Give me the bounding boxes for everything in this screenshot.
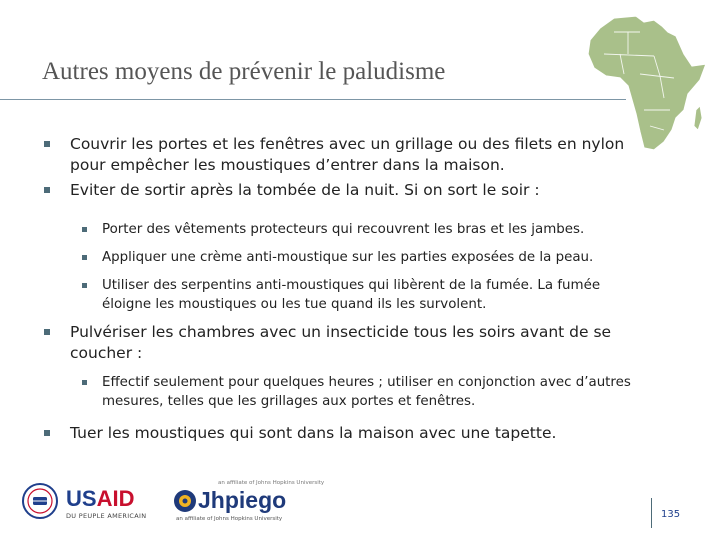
jhpiego-mark-icon [172, 488, 198, 514]
usaid-tagline: DU PEUPLE AMERICAIN [66, 512, 147, 520]
usaid-seal-icon [21, 482, 59, 520]
bullet-square-icon [44, 329, 50, 335]
bullet-square-icon [44, 187, 50, 193]
bullet-square-icon [82, 380, 87, 385]
bullet-line: mesures, telles que les grillages aux portes et fenêtres. [102, 394, 476, 409]
bullet-line: Effectif seulement pour quelques heures ; utiliser en conjonction avec d’autres [102, 375, 631, 390]
bullet-line: éloigne les moustiques ou les tue quand ils les survolent. [102, 297, 487, 312]
bullet-line: coucher : [70, 344, 143, 362]
bullet-item [70, 423, 640, 444]
slide-title: Autres moyens de prévenir le paludisme [42, 58, 446, 85]
bullet-line: Eviter de sortir après la tombée de la nuit. Si on sort le soir : [70, 181, 540, 199]
bullet-item [70, 180, 640, 201]
bullet-line: Couvrir les portes et les fenêtres avec un grillage ou des filets en nylon [70, 135, 625, 153]
usaid-wordmark: USAID [66, 486, 135, 511]
bullet-line: Appliquer une crème anti-moustique sur les parties exposées de la peau. [102, 250, 594, 265]
bullet-item [70, 322, 640, 364]
bullet-square-icon [44, 430, 50, 436]
bullet-line: Utiliser des serpentins anti-moustiques qui libèrent de la fumée. La fumée [102, 278, 601, 293]
bullet-line: Pulvériser les chambres avec un insecticide tous les soirs avant de se [70, 323, 612, 341]
bullet-square-icon [82, 227, 87, 232]
bullet-line: Porter des vêtements protecteurs qui recouvrent les bras et les jambes. [102, 222, 585, 237]
sub-bullet-item [102, 373, 640, 411]
bullet-item [70, 134, 640, 176]
page-number-rule [651, 498, 652, 528]
bullet-square-icon [82, 255, 87, 260]
bullet-line: pour empêcher les moustiques d’entrer dans la maison. [70, 156, 505, 174]
bullet-square-icon [82, 283, 87, 288]
sub-bullet-item [102, 276, 640, 314]
jhpiego-top-line: an affiliate of Johns Hopkins University [218, 480, 325, 486]
jhpiego-tagline: an affiliate of Johns Hopkins University [176, 516, 283, 522]
sub-bullet-item [102, 248, 640, 267]
sub-bullet-item [102, 220, 640, 239]
bullet-square-icon [44, 141, 50, 147]
bullet-line: Tuer les moustiques qui sont dans la maison avec une tapette. [70, 424, 557, 442]
page-number: 135 [661, 509, 681, 520]
jhpiego-wordmark: Jhpiego [198, 487, 287, 513]
